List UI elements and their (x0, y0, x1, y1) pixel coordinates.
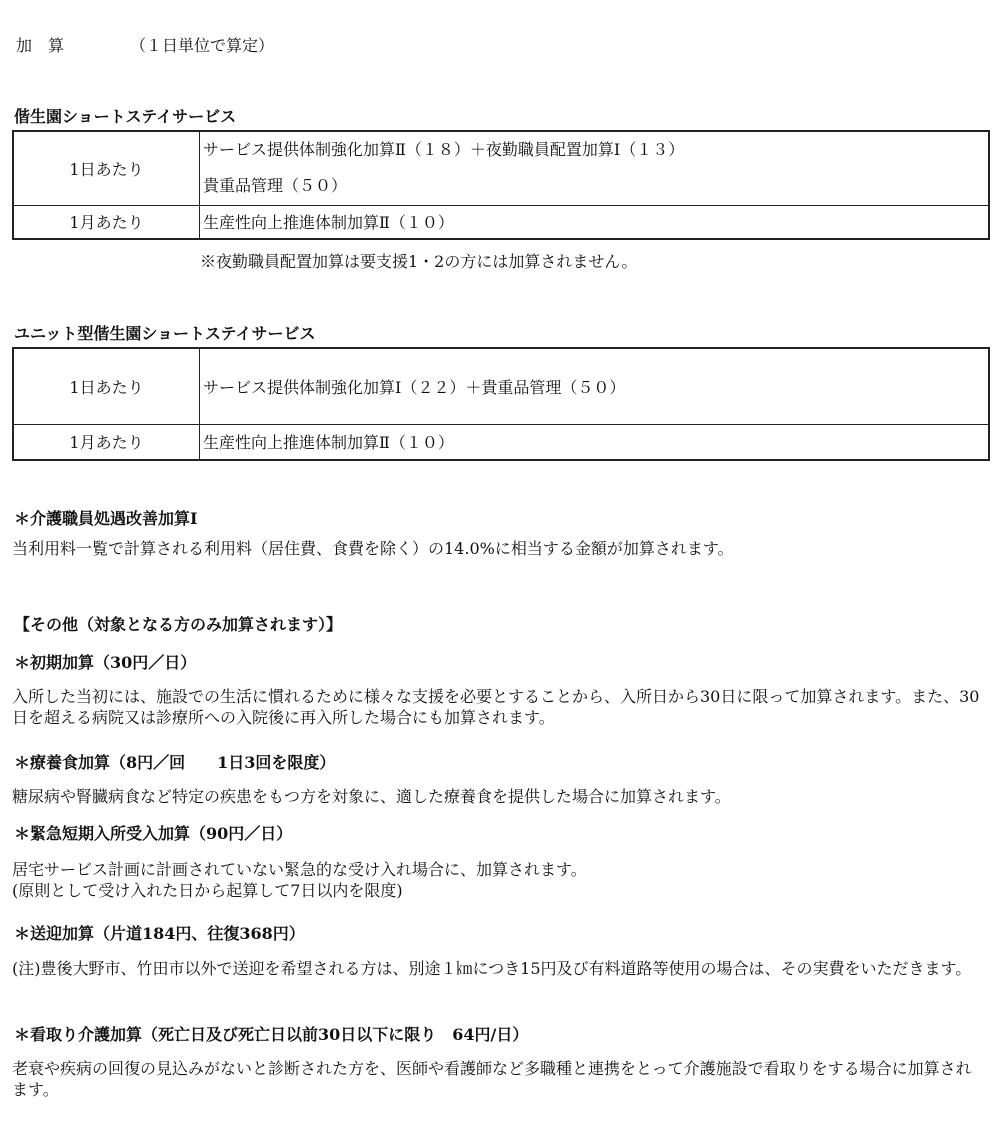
row-content (200, 348, 990, 424)
section1-footnote: ※夜勤職員配置加算は要支援1・2の方には加算されません。 (200, 252, 638, 271)
item-heading-kinkyu: ＊緊急短期入所受入加算（90円／日） (14, 824, 293, 843)
others-heading: 【その他（対象となる方のみ加算されます）】 (14, 615, 343, 634)
row-content-line: サービス提供体制強化加算Ⅰ（２２）＋貴重品管理（５０） (203, 377, 626, 397)
row-content-line: 貴重品管理（５０） (203, 176, 348, 196)
row-content (200, 205, 990, 239)
table-row (13, 205, 989, 239)
item-text-mitori: 老衰や疾病の回復の見込みがないと診断された方を、医師や看護師など多職種と連携をとって介護施設で看取りをする場合に加算されます。 (12, 1059, 972, 1099)
item-heading-shoki: ＊初期加算（30円／日） (14, 653, 197, 672)
item-text-sogei: (注)豊後大野市、竹田市以外で送迎を希望される方は、別途１㎞につき15円及び有料道路等使用の場合は、その実費をいただきます。 (12, 959, 972, 978)
kaigo-heading: ＊介護職員処遇改善加算Ⅰ (14, 509, 198, 528)
section1-table (12, 130, 990, 240)
page-title-note: （１日単位で算定） (130, 36, 275, 55)
row-content-line: サービス提供体制強化加算Ⅱ（１８）＋夜勤職員配置加算Ⅰ（１３） (203, 140, 685, 160)
page-title: 加 算 (16, 36, 65, 55)
item-heading-sogei: ＊送迎加算（片道184円、往復368円） (14, 924, 305, 943)
table-row (13, 131, 989, 205)
row-content-line: 生産性向上推進体制加算Ⅱ（１０） (203, 433, 454, 453)
section1-title: 偕生園ショートステイサービス (14, 107, 237, 126)
row-label: 1月あたり (13, 424, 200, 460)
item-heading-ryoyoshoku: ＊療養食加算（8円／回 1日3回を限度） (14, 753, 336, 772)
section2-table (12, 347, 990, 461)
table-row (13, 424, 989, 460)
row-content-line: 生産性向上推進体制加算Ⅱ（１０） (203, 213, 454, 233)
item-text-shoki: 入所した当初には、施設での生活に慣れるために様々な支援を必要とすることから、入所日から30日に限って加算されます。また、30日を超える病院又は診療所への入院後に再入所した場合にも加算されます。 (12, 687, 980, 727)
item-text2-kinkyu: (原則として受け入れた日から起算して7日以内を限度) (12, 881, 403, 900)
item-text-ryoyoshoku: 糖尿病や腎臓病食など特定の疾患をもつ方を対象に、適した療養食を提供した場合に加算されます。 (12, 787, 731, 806)
table-row (13, 348, 989, 424)
row-label: 1日あたり (13, 131, 200, 205)
item-text-kinkyu: 居宅サービス計画に計画されていない緊急的な受け入れ場合に、加算されます。 (12, 860, 587, 879)
row-content (200, 131, 990, 205)
section2-title: ユニット型偕生園ショートステイサービス (14, 324, 316, 343)
row-label: 1月あたり (13, 205, 200, 239)
row-content (200, 424, 990, 460)
item-heading-mitori: ＊看取り介護加算（死亡日及び死亡日以前30日以下に限り 64円/日） (14, 1025, 529, 1044)
kaigo-text: 当利用料一覧で計算される利用料（居住費、食費を除く）の14.0%に相当する金額が加算されます。 (12, 539, 734, 558)
row-label: 1日あたり (13, 348, 200, 424)
